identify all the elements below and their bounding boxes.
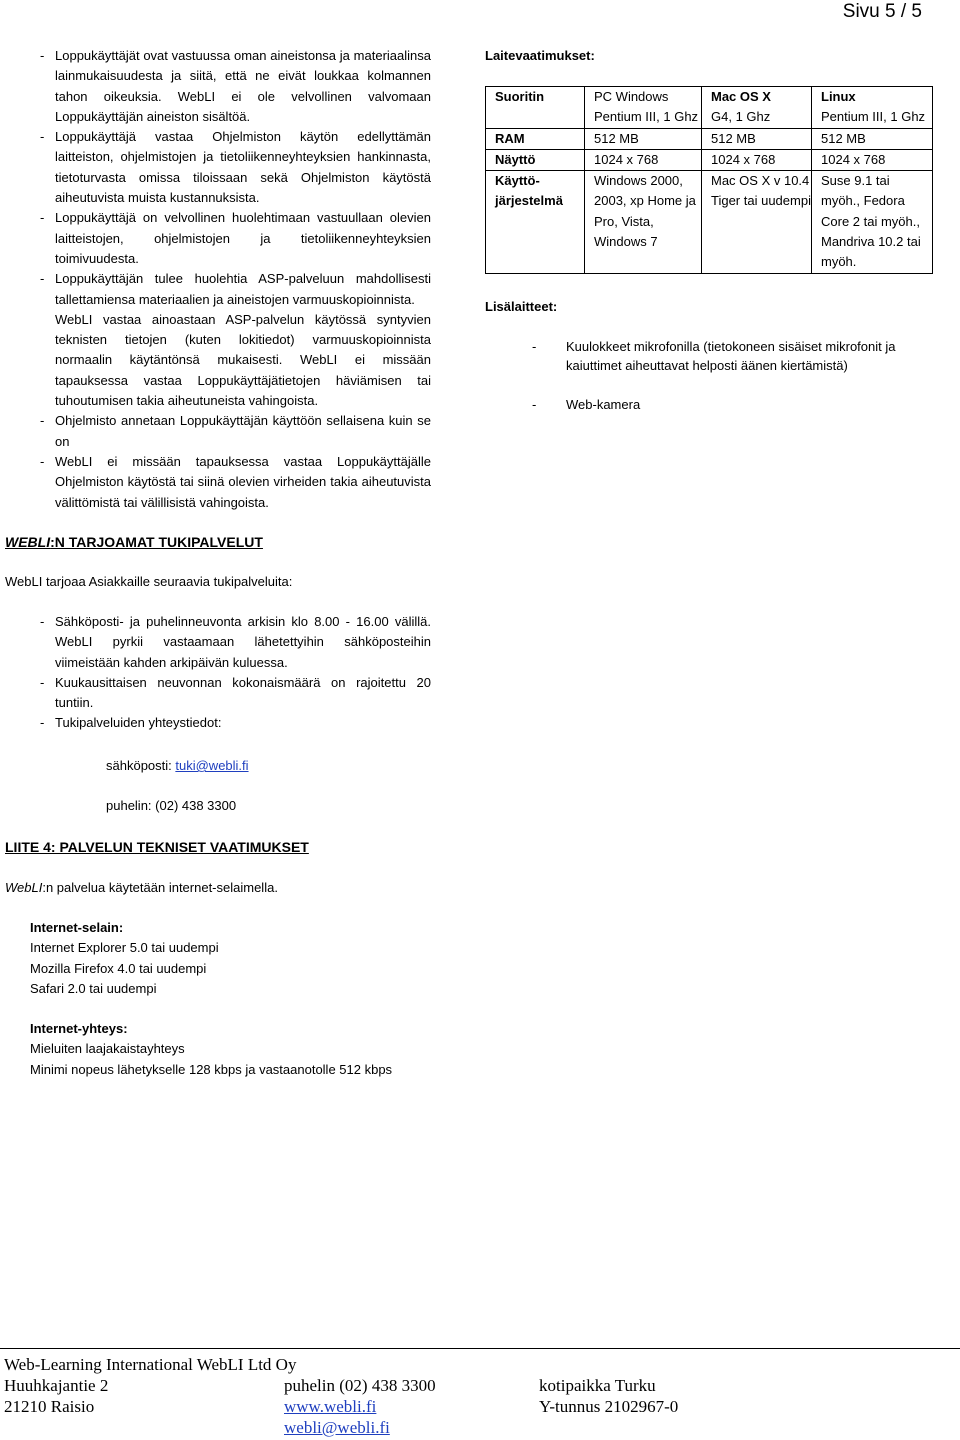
table-cell: Näyttö [486,149,585,170]
list-item: - Loppukäyttäjä vastaa Ohjelmiston käytön edellyttämän laitteiston, ohjelmistojen ja tietoliikenneyhteyksien hankinnasta, tietoturvasta omissa tiloissaan sekä Ohjelmiston käytöstä aiheutuvista muista kustannuksista. [40,129,431,206]
support-list [40,612,431,734]
connection-heading: Internet-yhteys: [30,1021,128,1036]
table-cell: Suoritin [486,87,585,129]
tech-title: LIITE 4: PALVELUN TEKNISET VAATIMUKSET [5,839,309,855]
browser-heading: Internet-selain: [30,920,124,935]
table-cell: RAM [486,128,585,149]
hardware-table [485,86,933,274]
list-item: - Kuukausittaisen neuvonnan kokonaismäärä on rajoitettu 20 tuntiin. [40,674,431,711]
table-cell: 512 MB [812,128,933,149]
list-item: - Tukipalveluiden yhteystiedot: [40,715,222,731]
table-cell: Suse 9.1 tai myöh., Fedora Core 2 tai myöh., Mandriva 10.2 tai myöh. [812,171,933,273]
table-cell: 1024 x 768 [812,149,933,170]
domicile: kotipaikka Turku [539,1376,656,1395]
requirements-column [485,46,933,414]
table-cell: 512 MB [702,128,812,149]
list-item: - Sähköposti- ja puhelinneuvonta arkisin klo 8.00 - 16.00 välillä. WebLI pyrkii vastaamaan lähetettyihin sähköposteihin viimeistään kahden arkipäivän kuluessa. [40,614,431,670]
address-line: Huuhkajantie 2 [4,1376,109,1395]
footer [4,1354,954,1438]
table-row [486,87,933,129]
table-cell: Käyttö-järjestelmä [486,171,585,273]
table-row [486,128,933,149]
table-cell: 512 MB [585,128,702,149]
list-item: Internet Explorer 5.0 tai uudempi [30,940,219,956]
connection-requirements [30,1019,392,1080]
list-item: Minimi nopeus lähetykselle 128 kbps ja vastaanotolle 512 kbps [30,1061,393,1077]
list-item: - Loppukäyttäjät ovat vastuussa oman aineistonsa ja materiaalinsa lainmukaisuudesta ja siitä, että ne eivät loukkaa kolmannen tahon oikeuksia. WebLI ei ole velvollinen valvomaan Loppukäyttäjän aineiston sisältöä. [40,48,431,124]
list-item: - Ohjelmisto annetaan Loppukäyttäjän käyttöön sellaisena kuin se on [40,413,431,449]
support-intro: WebLI tarjoaa Asiakkaille seuraavia tukipalveluita: [5,574,293,589]
table-cell: 1024 x 768 [702,149,812,170]
backup-paragraph: WebLI vastaa ainoastaan ASP-palvelun käytössä syntyvien teknisten tietojen (kuten lokitiedot) varmuuskopioinnista normaalin käytäntönsä mukaisesti. WebLI ei missään tapauksessa vastaa Loppukäyttäjätietojen häviämisen tai tuhoutumisen takia aiheutuneista vahingoista. [55,311,431,409]
table-row [486,171,933,273]
list-item: - Loppukäyttäjä on velvollinen huolehtimaan vastuullaan olevien laitteistojen, ohjelmistojen ja tietoliikenneyhteyksien toimivuudesta. [40,210,431,266]
browser-requirements [30,918,219,999]
list-item: Safari 2.0 tai uudempi [30,980,157,996]
table-cell: 1024 x 768 [585,149,702,170]
tech-intro: WebLI:n palvelua käytetään internet-selaimella. [5,880,278,895]
page-number: Sivu 5 / 5 [842,1,922,22]
footer-divider [0,1348,960,1349]
list-item: Mozilla Firefox 4.0 tai uudempi [30,960,207,976]
accessories-heading: Lisälaitteet: [485,298,558,314]
list-item: - Web-kamera [532,396,641,412]
list-item: - WebLI ei missään tapauksessa vastaa Loppukäyttäjälle Ohjelmiston käytöstä tai siinä olevien virheiden takia aiheutuvista välittömistä tai välillisistä vahingoista. [40,453,431,510]
table-row [486,149,933,170]
support-email: sähköposti: tuki@webli.fi [106,758,249,773]
table-cell: Windows 2000, 2003, xp Home ja Pro, Vista, Windows 7 [585,171,702,273]
terms-column [40,46,431,513]
table-cell: PC Windows Pentium III, 1 Ghz [585,87,702,129]
support-phone: puhelin: (02) 438 3300 [106,798,237,813]
company-name: Web-Learning International WebLI Ltd Oy [4,1355,297,1374]
email-link[interactable]: tuki@webli.fi [175,758,249,773]
table-cell: Mac OS X G4, 1 Ghz [702,87,812,129]
hardware-heading: Laitevaatimukset: [485,48,595,63]
footer-phone: puhelin (02) 438 3300 [284,1376,436,1395]
list-item: Mieluiten laajakaistayhteys [30,1041,185,1057]
website-link[interactable]: www.webli.fi [284,1397,377,1416]
footer-email-link[interactable]: webli@webli.fi [284,1418,390,1437]
list-item: - Loppukäyttäjän tulee huolehtia ASP-palveluun mahdollisesti tallettamiensa materiaalien ja aineistojen varmuuskopioinnista. [40,271,431,307]
table-cell: Linux Pentium III, 1 Ghz [812,87,933,129]
address-line: 21210 Raisio [4,1397,95,1416]
business-id: Y-tunnus 2102967-0 [539,1397,679,1416]
table-cell: Mac OS X v 10.4 Tiger tai uudempi [702,171,812,273]
list-item: - Kuulokkeet mikrofonilla (tietokoneen sisäiset mikrofonit ja kaiuttimet aiheuttavat helposti äänen kiertämistä) [532,338,896,374]
support-title: WEBLI:N TARJOAMAT TUKIPALVELUT [5,534,263,550]
